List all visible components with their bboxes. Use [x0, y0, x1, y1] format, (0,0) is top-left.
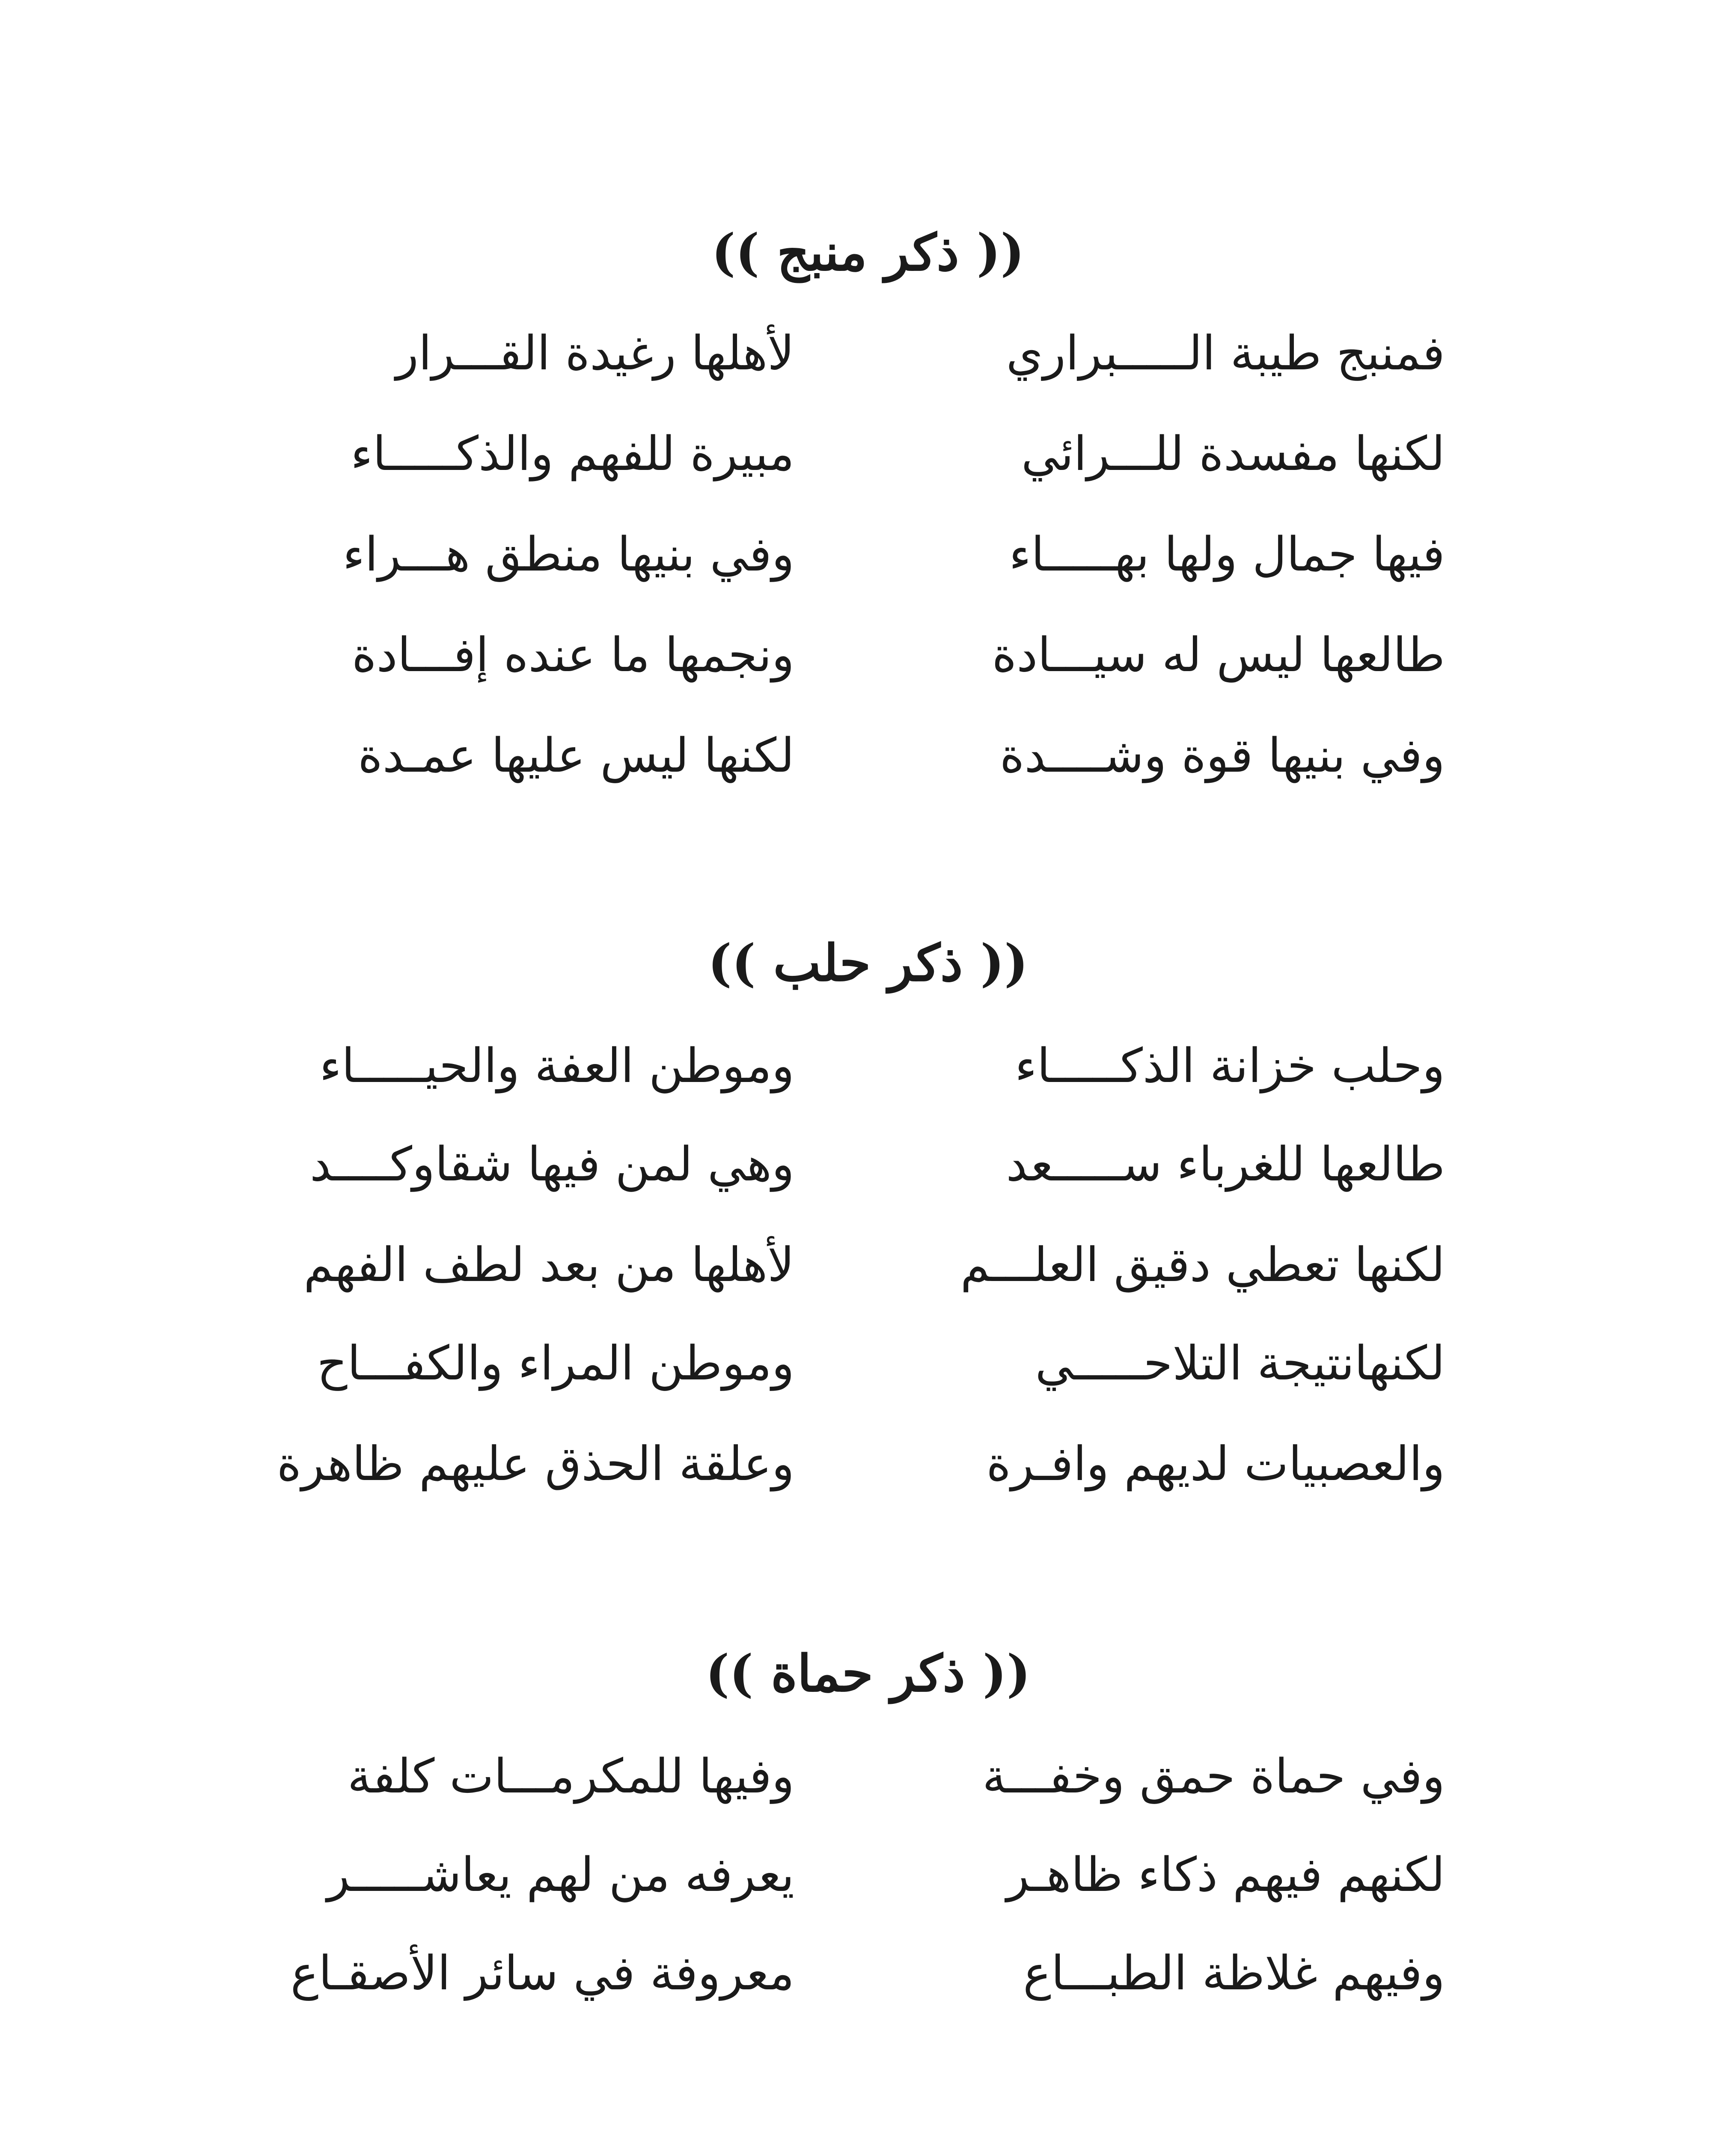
- verse-left: ونجمها ما عنده إفـــادة: [351, 627, 794, 682]
- verse-right: وفي بنيها قوة وشــــدة: [999, 728, 1445, 783]
- verse-right: لكنها تعطي دقيق العلـــم: [960, 1237, 1445, 1292]
- verse-left: لكنها ليس عليها عمـدة: [358, 728, 794, 783]
- verse-right: لكنها مفسدة للـــرائي: [1021, 426, 1445, 481]
- verse-right: والعصبيات لديهم وافـرة: [986, 1436, 1445, 1491]
- verse-left: معروفة في سائر الأصقـاع: [290, 1946, 794, 2000]
- verse-right: وفي حماة حمق وخفـــة: [982, 1749, 1445, 1804]
- verse-right: فيها جمال ولها بهـــــاء: [1009, 527, 1445, 582]
- verse-right: وفيهم غلاظة الطبـــاع: [1023, 1946, 1445, 2000]
- verse-left: لأهلها من بعد لطف الفهم: [303, 1237, 794, 1292]
- verse-left: وموطن المراء والكفـــاح: [317, 1336, 794, 1391]
- verse-left: وموطن العفة والحيـــــاء: [319, 1038, 794, 1093]
- verse-right: وحلب خزانة الذكـــــاء: [1015, 1038, 1445, 1093]
- verse-left: وعلقة الحذق عليهم ظاهرة: [276, 1436, 794, 1491]
- section-title-halab: (( ذكر حلب )): [707, 933, 1029, 993]
- section-title-hama: (( ذكر حماة )): [705, 1644, 1031, 1703]
- verse-left: وهي لمن فيها شقاوكــــد: [309, 1137, 794, 1192]
- verse-right: طالعها ليس له سيـــادة: [992, 627, 1445, 682]
- verse-left: مبيرة للفهم والذكـــــاء: [351, 426, 794, 481]
- verse-right: لكنهم فيهم ذكاء ظاهـر: [1006, 1847, 1445, 1902]
- verse-left: لأهلها رغيدة القـــرار: [395, 326, 794, 380]
- verse-right: فمنبج طيبة الـــــبراري: [1006, 326, 1445, 380]
- section-title-manbij: (( ذكر منبج )): [711, 223, 1025, 282]
- verse-left: وفيها للمكرمـــات كلفة: [347, 1749, 794, 1804]
- verse-right: طالعها للغرباء ســـــعد: [1006, 1137, 1445, 1192]
- verse-left: وفي بنيها منطق هـــراء: [342, 527, 794, 582]
- verse-left: يعرفه من لهم يعاشـــــر: [327, 1847, 794, 1902]
- verse-right: لكنهانتيجة التلاحـــــي: [1035, 1336, 1445, 1391]
